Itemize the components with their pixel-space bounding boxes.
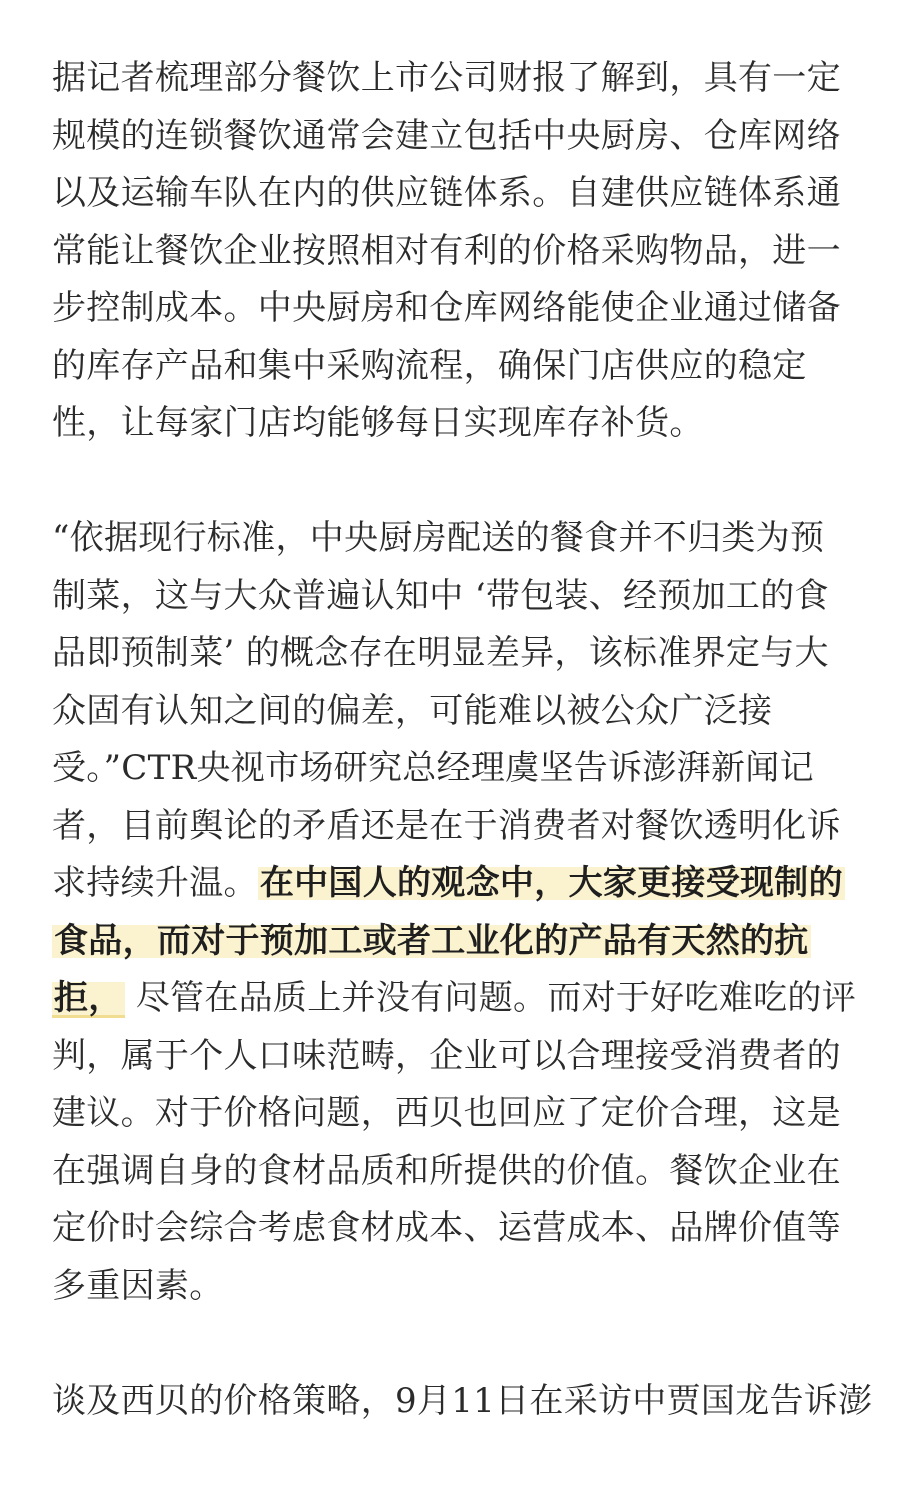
article-body xyxy=(52,50,873,1430)
text-line xyxy=(52,855,852,913)
text-line: 众固有认知之间的偏差，可能难以被公众广泛接 xyxy=(52,690,773,731)
highlighted-text: 拒， xyxy=(54,978,123,1018)
text-line: 以及运输车队在内的供应链体系。自建供应链体系通 xyxy=(52,173,841,213)
paragraph-gap xyxy=(52,453,852,511)
highlighted-text: 在中国人的观念中，大家更接受现制的 xyxy=(259,863,843,903)
text-line: “依据现行标准，中央厨房配送的餐食并不归类为预 xyxy=(52,518,825,558)
text-line: 谈及西贝的价格策略，9月11日在采访中贾国龙告诉澎 xyxy=(52,1380,873,1421)
text-line xyxy=(52,970,857,1028)
text-line: 者，目前舆论的矛盾还是在于消费者对餐饮透明化诉 xyxy=(52,805,841,846)
text-line xyxy=(52,913,852,971)
text-line: 常能让餐饮企业按照相对有利的价格采购物品，进一 xyxy=(52,230,841,271)
plain-text: 求持续升温。 xyxy=(52,863,258,903)
paragraph-gap xyxy=(52,1315,852,1373)
paragraph-supply-chain xyxy=(52,50,852,453)
text-line: 受。”CTR央视市场研究总经理虞坚告诉澎湃新闻记 xyxy=(52,748,814,788)
text-line: 制菜，这与大众普遍认知中 ‘带包装、经预加工的食 xyxy=(52,575,829,616)
paragraph-pricing xyxy=(52,1373,873,1431)
text-line: 建议。对于价格问题，西贝也回应了定价合理，这是 xyxy=(52,1093,841,1133)
text-line: 据记者梳理部分餐饮上市公司财报了解到，具有一定 xyxy=(52,58,841,98)
plain-text: 尽管在品质上并没有问题。而对于好吃难吃的评 xyxy=(124,978,857,1018)
text-line: 定价时会综合考虑食材成本、运营成本、品牌价值等 xyxy=(52,1208,841,1248)
text-line: 步控制成本。中央厨房和仓库网络能使企业通过储备 xyxy=(52,288,841,328)
text-line: 在强调自身的食材品质和所提供的价值。餐饮企业在 xyxy=(52,1150,841,1191)
text-line: 品即预制菜’ 的概念存在明显差异，该标准界定与大 xyxy=(52,633,829,673)
text-line: 的库存产品和集中采购流程，确保门店供应的稳定 xyxy=(52,345,807,386)
highlighted-text: 食品，而对于预加工或者工业化的产品有天然的抗 xyxy=(54,920,809,961)
text-line: 判，属于个人口味范畴，企业可以合理接受消费者的 xyxy=(52,1035,841,1076)
text-line: 规模的连锁餐饮通常会建立包括中央厨房、仓库网络 xyxy=(52,115,841,156)
text-line: 性，让每家门店均能够每日实现库存补货。 xyxy=(52,403,704,443)
paragraph-quote xyxy=(52,510,857,1315)
text-line: 多重因素。 xyxy=(52,1265,224,1306)
